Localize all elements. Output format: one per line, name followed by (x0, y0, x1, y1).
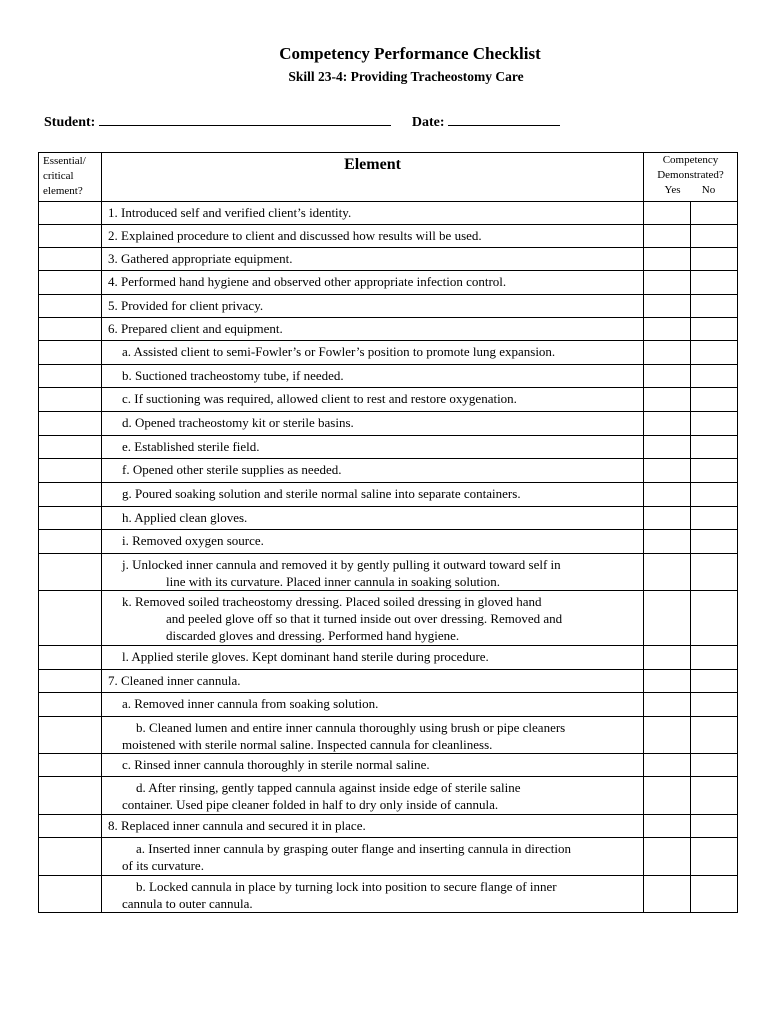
student-field[interactable] (99, 111, 391, 126)
essential-cell[interactable] (39, 530, 102, 554)
element-text: g. Poured soaking solution and sterile normal saline into separate containers. (122, 486, 521, 501)
no-checkbox-cell[interactable] (691, 202, 738, 225)
essential-cell[interactable] (39, 202, 102, 225)
element-text: f. Opened other sterile supplies as needed. (122, 462, 342, 477)
checklist-row (39, 591, 738, 646)
essential-cell[interactable] (39, 815, 102, 838)
essential-cell[interactable] (39, 412, 102, 436)
element-cell (102, 670, 644, 693)
element-cell (102, 248, 644, 271)
competency-header: Competency Demonstrated? Yes No (644, 153, 738, 202)
element-cell (102, 646, 644, 670)
no-checkbox-cell[interactable] (691, 530, 738, 554)
element-text: a. Assisted client to semi-Fowler’s or Fowler’s position to promote lung expansion. (122, 344, 556, 359)
checklist-table (38, 152, 738, 913)
no-checkbox-cell[interactable] (691, 412, 738, 436)
no-checkbox-cell[interactable] (691, 295, 738, 318)
essential-cell[interactable] (39, 365, 102, 388)
yes-checkbox-cell[interactable] (644, 670, 691, 693)
no-header: No (701, 184, 716, 196)
checklist-row (39, 554, 738, 591)
essential-cell[interactable] (39, 318, 102, 341)
essential-header: Essential/ critical element? (39, 153, 102, 202)
element-text: d. After rinsing, gently tapped cannula against inside edge of sterile saline (136, 780, 521, 795)
essential-cell[interactable] (39, 483, 102, 507)
yes-checkbox-cell[interactable] (644, 693, 691, 717)
no-checkbox-cell[interactable] (691, 365, 738, 388)
essential-cell[interactable] (39, 777, 102, 815)
essential-cell[interactable] (39, 436, 102, 459)
checklist-row (39, 670, 738, 693)
checklist-row (39, 717, 738, 754)
checklist-row (39, 388, 738, 412)
page-title: Competency Performance Checklist (279, 44, 541, 63)
element-text: k. Removed soiled tracheostomy dressing. Placed soiled dressing in gloved hand (122, 594, 542, 609)
element-cell (102, 388, 644, 412)
no-checkbox-cell[interactable] (691, 646, 738, 670)
yes-checkbox-cell[interactable] (644, 507, 691, 530)
element-text: a. Removed inner cannula from soaking solution. (122, 696, 379, 711)
no-checkbox-cell[interactable] (691, 225, 738, 248)
element-cell (102, 876, 644, 913)
element-text: 8. Replaced inner cannula and secured it in place. (108, 818, 366, 833)
no-checkbox-cell[interactable] (691, 436, 738, 459)
element-text: d. Opened tracheostomy kit or sterile basins. (122, 415, 354, 430)
yes-header: Yes (664, 184, 681, 196)
element-cell (102, 554, 644, 591)
essential-cell[interactable] (39, 459, 102, 483)
no-checkbox-cell[interactable] (691, 670, 738, 693)
no-checkbox-cell[interactable] (691, 876, 738, 913)
element-cell (102, 202, 644, 225)
element-cell (102, 318, 644, 341)
yes-checkbox-cell[interactable] (644, 717, 691, 754)
no-checkbox-cell[interactable] (691, 693, 738, 717)
yes-checkbox-cell[interactable] (644, 412, 691, 436)
element-header: Element (102, 153, 644, 202)
element-cell (102, 815, 644, 838)
yes-checkbox-cell[interactable] (644, 646, 691, 670)
yes-checkbox-cell[interactable] (644, 318, 691, 341)
checklist-row (39, 777, 738, 815)
no-checkbox-cell[interactable] (691, 459, 738, 483)
element-cell (102, 459, 644, 483)
essential-cell[interactable] (39, 838, 102, 876)
essential-cell[interactable] (39, 271, 102, 295)
essential-cell[interactable] (39, 591, 102, 646)
yes-checkbox-cell[interactable] (644, 365, 691, 388)
element-text: b. Cleaned lumen and entire inner cannula thoroughly using brush or pipe cleaners (136, 720, 566, 735)
element-cell (102, 436, 644, 459)
element-cell (102, 838, 644, 876)
essential-cell[interactable] (39, 225, 102, 248)
element-text: j. Unlocked inner cannula and removed it by gently pulling it outward toward self in (122, 557, 561, 572)
checklist-row (39, 248, 738, 271)
checklist-row (39, 876, 738, 913)
essential-cell[interactable] (39, 248, 102, 271)
element-cell (102, 754, 644, 777)
yes-checkbox-cell[interactable] (644, 777, 691, 815)
no-checkbox-cell[interactable] (691, 815, 738, 838)
element-cell (102, 777, 644, 815)
element-text: l. Applied sterile gloves. Kept dominant hand sterile during procedure. (122, 649, 489, 664)
element-text: line with its curvature. Placed inner cannula in soaking solution. (166, 574, 500, 589)
element-text: of its curvature. (122, 858, 204, 873)
yes-checkbox-cell[interactable] (644, 876, 691, 913)
date-field[interactable] (448, 111, 560, 126)
yes-checkbox-cell[interactable] (644, 483, 691, 507)
yes-checkbox-cell[interactable] (644, 838, 691, 876)
checklist-row (39, 365, 738, 388)
element-cell (102, 483, 644, 507)
header-row (39, 153, 738, 202)
element-cell (102, 693, 644, 717)
essential-cell[interactable] (39, 388, 102, 412)
element-text: b. Suctioned tracheostomy tube, if needed. (122, 368, 344, 383)
no-checkbox-cell[interactable] (691, 591, 738, 646)
element-text: 2. Explained procedure to client and discussed how results will be used. (108, 228, 482, 243)
essential-cell[interactable] (39, 693, 102, 717)
essential-cell[interactable] (39, 754, 102, 777)
no-checkbox-cell[interactable] (691, 483, 738, 507)
student-date-fields (44, 111, 560, 131)
checklist-row (39, 754, 738, 777)
essential-cell[interactable] (39, 876, 102, 913)
yes-checkbox-cell[interactable] (644, 202, 691, 225)
checklist-row (39, 838, 738, 876)
yes-checkbox-cell[interactable] (644, 388, 691, 412)
checklist-row (39, 483, 738, 507)
yes-checkbox-cell[interactable] (644, 341, 691, 365)
element-text: 1. Introduced self and verified client’s identity. (108, 205, 352, 220)
essential-cell[interactable] (39, 341, 102, 365)
checklist-row (39, 693, 738, 717)
no-checkbox-cell[interactable] (691, 554, 738, 591)
element-cell (102, 507, 644, 530)
no-checkbox-cell[interactable] (691, 271, 738, 295)
yes-checkbox-cell[interactable] (644, 436, 691, 459)
checklist-row (39, 436, 738, 459)
essential-cell[interactable] (39, 554, 102, 591)
checklist-row (39, 225, 738, 248)
element-text: container. Used pipe cleaner folded in half to dry only inside of cannula. (122, 797, 499, 812)
essential-cell[interactable] (39, 670, 102, 693)
no-checkbox-cell[interactable] (691, 777, 738, 815)
checklist-row (39, 459, 738, 483)
no-checkbox-cell[interactable] (691, 341, 738, 365)
element-text: 5. Provided for client privacy. (108, 298, 264, 313)
yes-checkbox-cell[interactable] (644, 459, 691, 483)
element-text: discarded gloves and dressing. Performed hand hygiene. (166, 628, 460, 643)
no-checkbox-cell[interactable] (691, 248, 738, 271)
element-text: moistened with sterile normal saline. Inspected cannula for cleanliness. (122, 737, 493, 752)
essential-cell[interactable] (39, 507, 102, 530)
student-label: Student: (44, 115, 96, 130)
element-text: 3. Gathered appropriate equipment. (108, 251, 293, 266)
checklist-row (39, 202, 738, 225)
element-cell (102, 271, 644, 295)
yes-checkbox-cell[interactable] (644, 225, 691, 248)
yes-checkbox-cell[interactable] (644, 815, 691, 838)
element-cell (102, 591, 644, 646)
checklist-row (39, 295, 738, 318)
checklist-row (39, 507, 738, 530)
element-text: b. Locked cannula in place by turning lock into position to secure flange of inner (136, 879, 557, 894)
element-text: 4. Performed hand hygiene and observed other appropriate infection control. (108, 274, 507, 289)
element-cell (102, 341, 644, 365)
date-label: Date: (411, 115, 445, 130)
page-subtitle: Skill 23-4: Providing Tracheostomy Care (288, 69, 524, 84)
element-text: h. Applied clean gloves. (122, 510, 248, 525)
element-text: a. Inserted inner cannula by grasping outer flange and inserting cannula in direction (136, 841, 571, 856)
element-cell (102, 717, 644, 754)
element-cell (102, 530, 644, 554)
element-text: cannula to outer cannula. (122, 896, 253, 911)
checklist-row (39, 412, 738, 436)
checklist-row (39, 341, 738, 365)
element-text: 7. Cleaned inner cannula. (108, 673, 241, 688)
essential-cell[interactable] (39, 295, 102, 318)
checklist-row (39, 646, 738, 670)
element-cell (102, 295, 644, 318)
yes-checkbox-cell[interactable] (644, 591, 691, 646)
element-text: e. Established sterile field. (122, 439, 260, 454)
checklist-row (39, 815, 738, 838)
element-cell (102, 412, 644, 436)
checklist-row (39, 530, 738, 554)
checklist-row (39, 318, 738, 341)
essential-cell[interactable] (39, 717, 102, 754)
no-checkbox-cell[interactable] (691, 388, 738, 412)
yes-checkbox-cell[interactable] (644, 554, 691, 591)
element-text: and peeled glove off so that it turned inside out over dressing. Removed and (166, 611, 563, 626)
yes-checkbox-cell[interactable] (644, 248, 691, 271)
no-checkbox-cell[interactable] (691, 318, 738, 341)
yes-checkbox-cell[interactable] (644, 530, 691, 554)
no-checkbox-cell[interactable] (691, 507, 738, 530)
element-text: 6. Prepared client and equipment. (108, 321, 283, 336)
essential-cell[interactable] (39, 646, 102, 670)
yes-checkbox-cell[interactable] (644, 295, 691, 318)
element-text: i. Removed oxygen source. (122, 533, 264, 548)
no-checkbox-cell[interactable] (691, 754, 738, 777)
yes-checkbox-cell[interactable] (644, 271, 691, 295)
element-text: c. If suctioning was required, allowed client to rest and restore oxygenation. (122, 391, 517, 406)
element-cell (102, 365, 644, 388)
no-checkbox-cell[interactable] (691, 717, 738, 754)
checklist-row (39, 271, 738, 295)
no-checkbox-cell[interactable] (691, 838, 738, 876)
element-cell (102, 225, 644, 248)
element-text: c. Rinsed inner cannula thoroughly in sterile normal saline. (122, 757, 430, 772)
yes-checkbox-cell[interactable] (644, 754, 691, 777)
